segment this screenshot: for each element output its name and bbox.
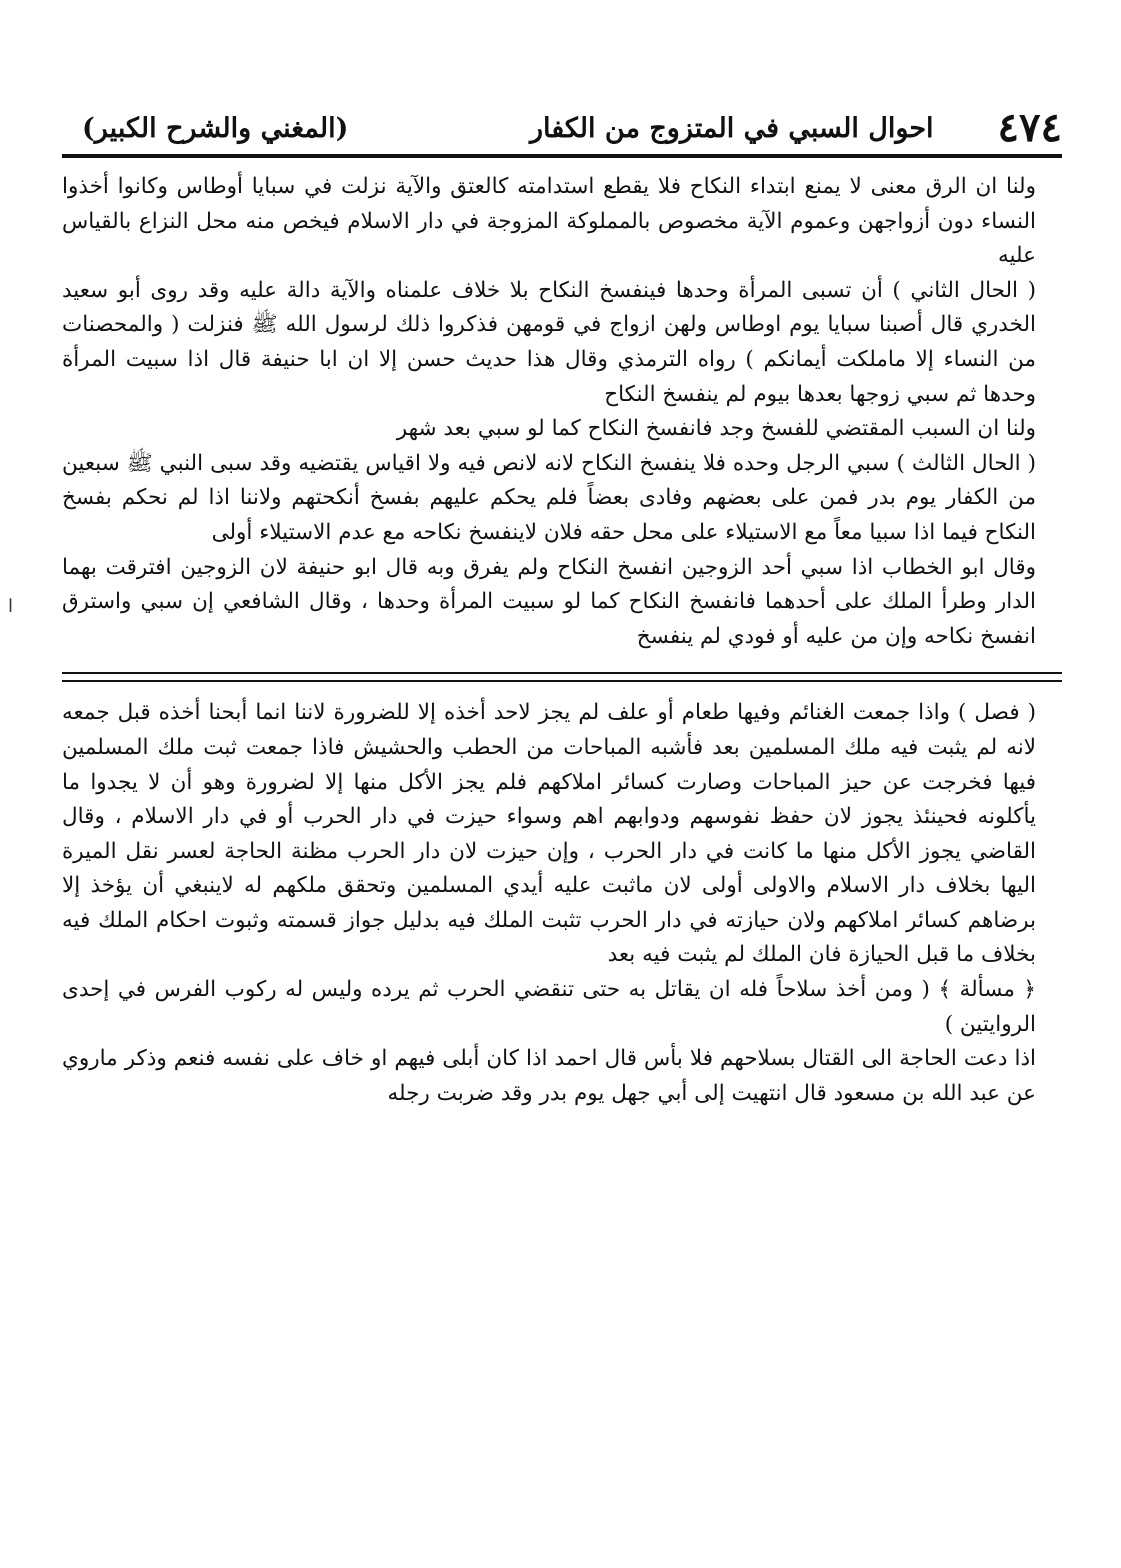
lower-text-section	[62, 696, 1062, 1111]
paragraph-upper-4: ( الحال الثالث ) سبي الرجل وحده فلا ينفسخ النكاح لانه لانص فيه ولا اقياس يقتضيه وقد سبى النبي ﷺ سبعين من الكفار يوم بدر فمن على بعضهم وفادى بعضاً فلم يحكم عليهم بفسخ أنكحتهم ولاننا اذا لم نحكم بفسخ النكاح فيما اذا سبيا معاً مع الاستيلاء على محل حقه فلان لاينفسخ نكاحه مع عدم الاستيلاء أولى	[62, 450, 1036, 545]
paragraph-upper-5: وقال ابو الخطاب اذا سبي أحد الزوجين انفسخ النكاح ولم يفرق وبه قال ابو حنيفة لان الزوجين افترقت بهما الدار وطرأ الملك على أحدهما فانفسخ النكاح كما لو سبيت المرأة وحدها ، وقال الشافعي إن سبي واسترق انفسخ نكاحه وإن من عليه أو فودي لم ينفسخ	[62, 554, 1036, 649]
running-title: احوال السبي في المتزوج من الكفار	[529, 113, 934, 144]
page-number: ٤٧٤	[997, 104, 1062, 151]
paragraph-lower-2: ﴿ مسألة ﴾ ( ومن أخذ سلاحاً فله ان يقاتل به حتى تنقضي الحرب ثم يرده وليس له ركوب الفرس في إحدى الروايتين )	[62, 977, 1036, 1037]
document-page	[62, 96, 1062, 1111]
paragraph-upper-1: ولنا ان الرق معنى لا يمنع ابتداء النكاح فلا يقطع استدامته كالعتق والآية نزلت في سبايا أوطاس وكانوا أخذوا النساء دون أزواجهن وعموم الآية مخصوص بالمملوكة المزوجة في دار الاسلام فيخص منه محل النزاع بالقياس عليه	[62, 174, 1036, 269]
paragraph-lower-3: اذا دعت الحاجة الى القتال بسلاحهم فلا بأس قال احمد اذا كان أبلى فيهم او خاف على نفسه فنعم وذكر ماروي عن عبد الله بن مسعود قال انتهيت إلى أبي جهل يوم بدر وقد ضربت رجله	[62, 1046, 1036, 1106]
paragraph-upper-3: ولنا ان السبب المقتضي للفسخ وجد فانفسخ النكاح كما لو سبي بعد شهر	[396, 416, 1036, 442]
upper-text-section	[62, 170, 1062, 654]
paragraph-upper-2: ( الحال الثاني ) أن تسبى المرأة وحدها فينفسخ النكاح بلا خلاف علمناه والآية دالة عليه وقد روى أبو سعيد الخدري قال أصبنا سبايا يوم اوطاس ولهن ازواج في قومهن فذكروا ذلك لرسول الله ﷺ فنزلت ( والمحصنات من النساء إلا ماملكت أيمانكم ) رواه الترمذي وقال هذا حديث حسن إلا ان ابا حنيفة قال اذا سبيت المرأة وحدها ثم سبي زوجها بعدها بيوم لم ينفسخ النكاح	[62, 277, 1036, 407]
paragraph-lower-1: ( فصل ) واذا جمعت الغنائم وفيها طعام أو علف لم يجز لاحد أخذه إلا للضرورة لاننا انما أبحنا أخذه قبل جمعه لانه لم يثبت فيه ملك المسلمين بعد فأشبه المباحات من الحطب والحشيش فاذا جمعت ثبت ملك المسلمين فيها فخرجت عن حيز المباحات وصارت كسائر املاكهم فلم يجز الأكل منها إلا لضرورة وهو أن لا يجدوا ما يأكلونه فحينئذ يجوز لان حفظ نفوسهم ودوابهم اهم وسواء حيزت في دار الحرب أو في دار الاسلام ، وقال القاضي يجوز الأكل منها ما كانت في دار الحرب ، وإن حيزت لان دار الحرب مظنة الحاجة لعسر نقل الميرة اليها بخلاف دار الاسلام والاولى أولى لان ماثبت عليه أيدي المسلمين وتحقق ملكهم له لاينبغي أن يؤخذ إلا برضاهم كسائر املاكهم ولان حيازته في دار الحرب تثبت الملك فيه بدليل جواز قسمته وثبوت احكام الملك فيه بخلاف ما قبل الحيازة فان الملك لم يثبت فيه بعد	[62, 700, 1036, 968]
page-header	[62, 96, 1062, 158]
book-title: (المغني والشرح الكبير)	[82, 113, 349, 144]
header-right-group	[529, 104, 1062, 154]
section-divider	[62, 672, 1062, 682]
margin-mark: ا	[8, 596, 14, 617]
